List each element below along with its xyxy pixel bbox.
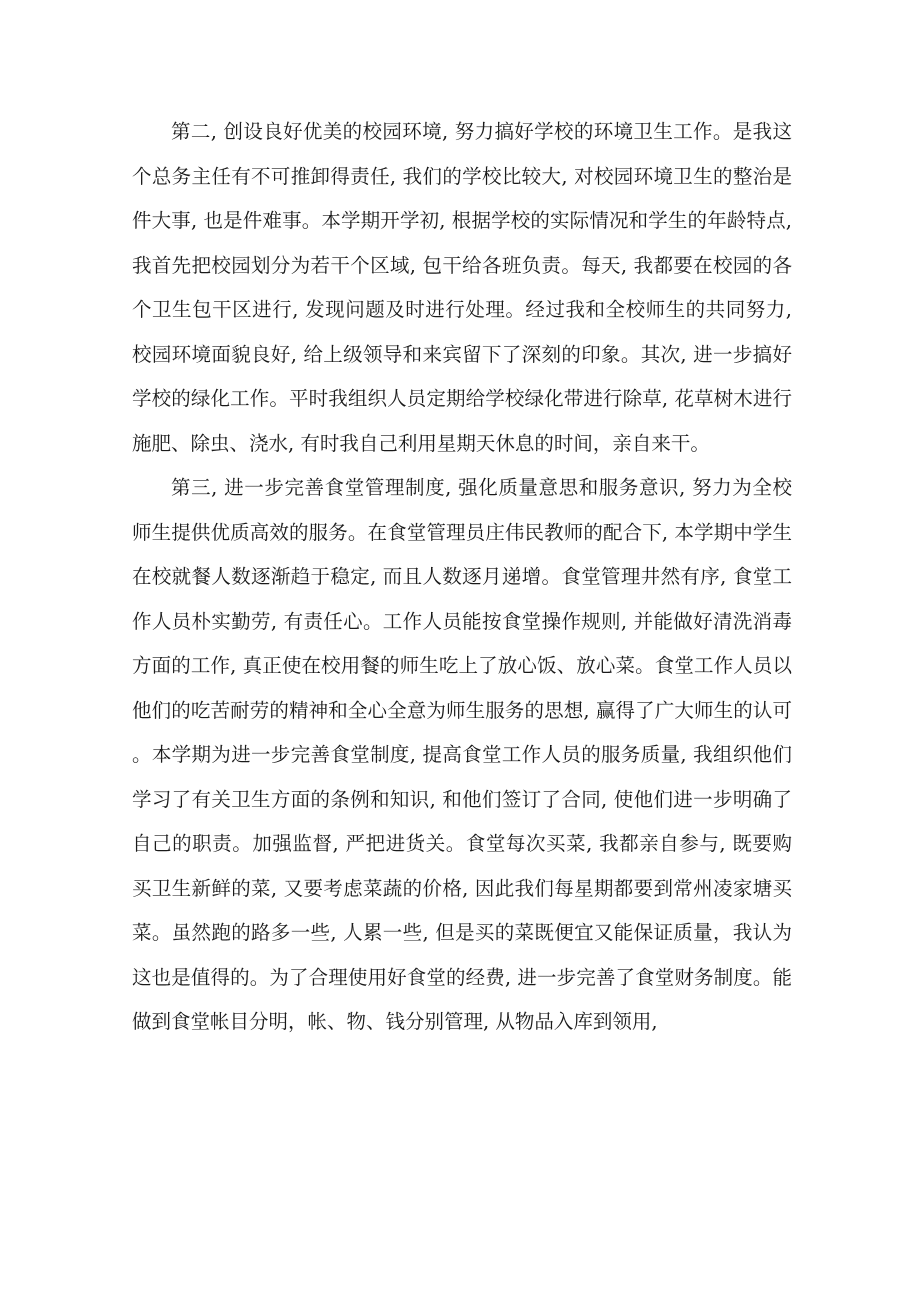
paragraph-campus-environment: 第二, 创设良好优美的校园环境, 努力搞好学校的环境卫生工作。是我这个总务主任有不可推卸得责任, 我们的学校比较大, 对校园环境卫生的整治是件大事, 也是件难事。本学期开学初, 根据学校的实际情况和学生的年龄特点, 我首先把校园划分为若干个区域, 包干给各班负责。每天, 我都要在校园的各个卫生包干区进行, 发现问题及时进行处理。经过我和全校师生的共同努力, 校园环境面貌良好, 给上级领导和来宾留下了深刻的印象。其次, 进一步搞好学校的绿化工作。平时我组织人员定期给学校绿化带进行除草, 花草树木进行施肥、除虫、浇水, 有时我自己利用星期天休息的时间，亲自来干。 (132, 120, 792, 455)
paragraph-canteen-management: 第三, 进一步完善食堂管理制度, 强化质量意思和服务意识, 努力为全校师生提供优质高效的服务。在食堂管理员庄伟民教师的配合下, 本学期中学生在校就餐人数逐渐趋于稳定, 而且人数逐月递增。食堂管理井然有序, 食堂工作人员朴实勤劳, 有责任心。工作人员能按食堂操作规则, 并能做好清洗消毒方面的工作, 真正使在校用餐的师生吃上了放心饭、放心菜。食堂工作人员以他们的吃苦耐劳的精神和全心全意为师生服务的思想, 赢得了广大师生的认可。本学期为进一步完善食堂制度, 提高食堂工作人员的服务质量, 我组织他们学习了有关卫生方面的条例和知识, 和他们签订了合同, 使他们进一步明确了自己的职责。加强监督, 严把进货关。食堂每次买菜, 我都亲自参与, 既要购买卫生新鲜的菜, 又要考虑菜蔬的价格, 因此我们每星期都要到常州凌家塘买菜。虽然跑的路多一些, 人累一些, 但是买的菜既便宜又能保证质量，我认为这也是值得的。为了合理使用好食堂的经费, 进一步完善了食堂财务制度。能做到食堂帐目分明，帐、物、钱分别管理, 从物品入库到领用, (132, 476, 792, 1033)
document-body (132, 110, 792, 1045)
